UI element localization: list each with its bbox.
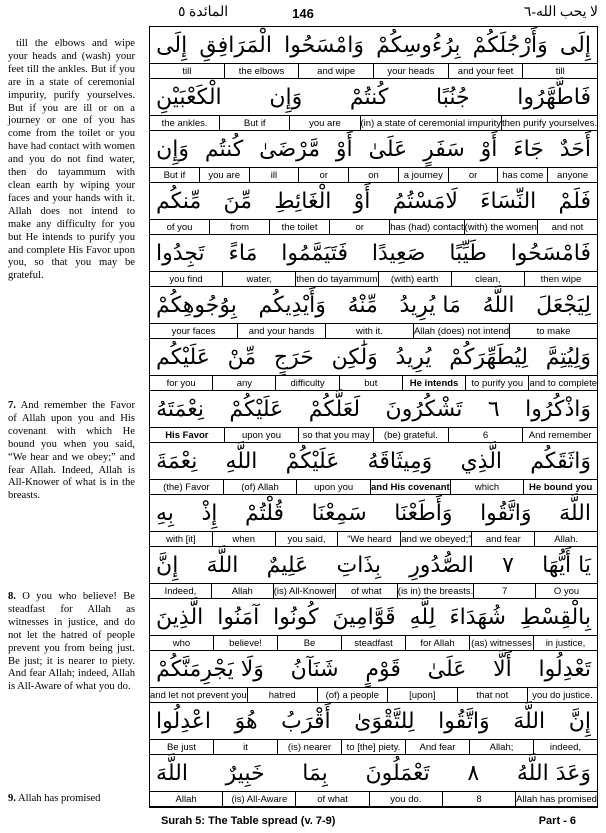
english-word-cell: 7 (474, 584, 536, 598)
commentary-text (8, 400, 135, 503)
commentary-block (8, 793, 135, 806)
verse-row (150, 27, 597, 79)
english-word-cell: you said, (276, 532, 339, 546)
arabic-word: إِذْ (201, 500, 218, 526)
arabic-word: الَّذِي (460, 448, 503, 474)
english-word-cell: But if (150, 168, 200, 182)
surah-name-label: المائدة ٥ (178, 5, 229, 20)
english-word-cell: 6 (449, 428, 524, 442)
arabic-word: الَّذِينَ (156, 604, 204, 630)
arabic-word: تَجِدُوا (156, 240, 205, 266)
arabic-word: إِنَّ (568, 708, 591, 734)
arabic-word: وَاتَّقُوا (480, 500, 532, 526)
english-word-cell: (be) grateful. (374, 428, 449, 442)
arabic-word: أَوْ (353, 188, 371, 214)
english-word-cell: clean, (452, 272, 525, 286)
english-line (150, 791, 597, 807)
arabic-word: بِمَا (302, 760, 328, 786)
arabic-word: بِوُجُوهِكُمْ (156, 292, 237, 318)
english-word-cell: to purify you (466, 376, 529, 390)
english-word-cell: or (330, 220, 390, 234)
verse-number: 8. (8, 591, 16, 602)
arabic-line (150, 547, 597, 583)
english-word-cell: but (340, 376, 403, 390)
arabic-word: الْمَرَافِقِ (199, 32, 272, 58)
commentary-text: till the elbows and wipe your heads and (wash) your feet till the ankles. But if you are in a state of ceremonial impurity, purify yourselves. But if you are ill or on a journey or one of you has come from the toilet or you have had contact with women and you do not find water, then do tayammum with clean earth by wiping your faces and your hands with it. Allah does not intend to make any difficulty for you but He intends to purify you and complete His Favor upon you, so that you may be grateful. (8, 38, 135, 282)
english-line (150, 323, 597, 339)
verse-row (150, 391, 597, 443)
arabic-word: بِالْقِسْطِ (519, 604, 591, 630)
verse-row (150, 599, 597, 651)
arabic-word: اللَّهَ (156, 760, 188, 786)
commentary-block (8, 591, 135, 694)
english-word-cell: (is in) the breasts. (397, 585, 474, 597)
arabic-word: وَاذْكُرُوا (525, 396, 591, 422)
english-word-cell: your heads (374, 64, 449, 78)
english-word-cell: (the) Favor (150, 480, 224, 494)
verse-translation: And remember the Favor of Allah upon you and His covenant with which He bound you when you said, “We hear and we obey;” and fear Allah. Indeed, Allah is All-Knower of what is in the breasts. (8, 400, 135, 502)
english-word-cell: Allah (150, 792, 223, 806)
english-word-cell: upon you (297, 480, 371, 494)
arabic-word: بِذَاتِ (336, 552, 381, 578)
english-word-cell: believe! (214, 636, 278, 650)
english-word-cell: then do tayammum (296, 273, 378, 285)
arabic-line (150, 27, 597, 63)
page-number: 146 (292, 6, 314, 21)
arabic-word: الْكَعْبَيْنِ (156, 84, 222, 110)
english-word-cell: has (had) contact (390, 221, 464, 233)
english-word-cell: and your feet (449, 64, 524, 78)
english-word-cell: Be just (150, 740, 214, 754)
english-word-cell: (is) All-Aware (223, 792, 296, 806)
arabic-word: مَا يُرِيدُ (399, 292, 461, 318)
arabic-word: الصُّدُورِ (409, 552, 474, 578)
arabic-word: تَشْكُرُونَ (385, 396, 463, 422)
arabic-word: الْغَائِطِ (274, 188, 332, 214)
arabic-word: النِّسَاءَ (480, 188, 537, 214)
english-word-cell: (of) a people (318, 688, 388, 702)
arabic-line (150, 131, 597, 167)
part-label: Part - 6 (538, 815, 576, 827)
english-word-cell: [upon] (388, 688, 458, 702)
english-word-cell: steadfast (342, 636, 406, 650)
arabic-word: عَلِيمٌ (266, 552, 309, 578)
verse-number: 9. (8, 793, 16, 804)
arabic-line (150, 755, 597, 791)
english-word-cell: and let not prevent you (150, 689, 247, 701)
arabic-word: فَامْسَحُوا (510, 240, 591, 266)
english-word-cell: difficulty (276, 376, 339, 390)
english-line (150, 635, 597, 651)
arabic-word: وَلَٰكِن (331, 344, 378, 370)
english-word-cell: of you (150, 220, 210, 234)
arabic-line (150, 495, 597, 531)
english-line (150, 531, 597, 547)
verse-row (150, 183, 597, 235)
english-line (150, 219, 597, 235)
english-word-cell: till (150, 64, 225, 78)
arabic-word: عَلَىٰ (427, 656, 467, 682)
arabic-word: عَلَيْكُمْ (285, 448, 340, 474)
arabic-word: صَعِيدًا (371, 240, 426, 266)
arabic-word: نِعْمَتَهُ (156, 396, 204, 422)
arabic-word: أَحَدٌ (559, 136, 591, 162)
arabic-word: لِيَجْعَلَ (536, 292, 591, 318)
arabic-word: إِلَى (156, 32, 188, 58)
english-word-cell: But if (220, 116, 290, 130)
arabic-line (150, 599, 597, 635)
arabic-word: وَعَدَ اللَّهُ (516, 760, 591, 786)
english-word-cell: (with) the women (464, 221, 537, 233)
arabic-word: لِلتَّقْوَىٰ (354, 708, 415, 734)
english-line (150, 115, 597, 131)
arabic-word: شَنَآنُ (290, 656, 339, 682)
arabic-line (150, 443, 597, 479)
arabic-word: يُرِيدُ (395, 344, 432, 370)
arabic-word: بِهِ (156, 500, 174, 526)
english-word-cell: that not (458, 688, 528, 702)
english-word-cell: (as) witnesses (470, 636, 534, 650)
english-word-cell: Allah has promised (516, 793, 597, 805)
english-word-cell: and your hands (238, 324, 326, 338)
english-line (150, 479, 597, 495)
arabic-word: عَلَىٰ (368, 136, 408, 162)
verse-translation: O you who believe! Be steadfast for Allah as witnesses in justice, and do not let the hatred of people prevent you from being just. Be just; it is nearer to piety. And fear Allah; indeed, Allah is All-Aware of what you do. (8, 591, 135, 693)
english-word-cell: till (555, 65, 565, 77)
arabic-line (150, 339, 597, 375)
page-header (0, 0, 606, 26)
arabic-word: أَوْ (480, 136, 498, 162)
arabic-word: تَعْدِلُوا (538, 656, 591, 682)
english-line (150, 167, 597, 183)
arabic-line (150, 391, 597, 427)
arabic-word: إِلَى (559, 32, 591, 58)
arabic-word: شُهَدَاءَ (449, 604, 506, 630)
arabic-word: أَقْرَبُ (281, 708, 331, 734)
arabic-word: خَبِيرٌ (225, 760, 265, 786)
arabic-word: لِيُطَهِّرَكُمْ (449, 344, 529, 370)
arabic-word: لَامَسْتُمُ (392, 188, 458, 214)
english-word-cell: He intends (403, 376, 466, 390)
arabic-word: أَوْ (335, 136, 353, 162)
english-word-cell: who (150, 636, 214, 650)
english-word-cell: to [the] piety. (342, 740, 406, 754)
english-word-cell: then purify yourselves. (501, 117, 598, 129)
english-word-cell: (with) earth (379, 272, 452, 286)
arabic-word: اللَّهِ (225, 448, 258, 474)
english-word-cell: with it. (326, 324, 414, 338)
arabic-word: وَمِيثَاقَهُ (367, 448, 433, 474)
english-word-cell: to make (536, 325, 571, 337)
english-word-cell: ill (250, 168, 300, 182)
arabic-word: وَأَرْجُلَكُمْ (472, 32, 548, 58)
english-word-cell: your faces (150, 324, 238, 338)
verse-row (150, 495, 597, 547)
english-word-cell: of what (336, 584, 398, 598)
english-word-cell: Indeed, (150, 584, 212, 598)
arabic-word: أَلَّا (493, 656, 512, 682)
english-line (150, 739, 597, 755)
english-word-cell: And fear (406, 740, 470, 754)
english-word-cell: so that you may (299, 428, 374, 442)
english-word-cell: for you (150, 376, 213, 390)
verse-translation: Allah has promised (18, 793, 101, 804)
page-footer (0, 812, 606, 833)
arabic-word: اللَّهَ (206, 552, 239, 578)
english-word-cell: Be (278, 636, 342, 650)
arabic-word: فَتَيَمَّمُوا (281, 240, 348, 266)
arabic-word: نِعْمَةَ (156, 448, 198, 474)
english-word-cell: in justice, (545, 637, 586, 649)
arabic-word: مِّنَ (223, 188, 253, 214)
english-line (150, 427, 597, 443)
english-word-cell: the toilet (270, 220, 330, 234)
arabic-word: مِّنْ (227, 344, 257, 370)
verse-row (150, 547, 597, 599)
english-line (150, 63, 597, 79)
arabic-word: وَأَطَعْنَا (394, 500, 453, 526)
arabic-word: مَاءً (228, 240, 258, 266)
verse-row (150, 651, 597, 703)
commentary-block (8, 400, 135, 503)
english-word-cell: indeed, (549, 741, 582, 753)
arabic-line (150, 79, 597, 115)
arabic-line (150, 651, 597, 687)
english-word-cell: any (213, 376, 276, 390)
english-word-cell: when (213, 532, 276, 546)
english-word-cell: which (451, 480, 525, 494)
arabic-word: تَعْمَلُونَ (365, 760, 430, 786)
arabic-word: مَّرْضَىٰ (259, 136, 321, 162)
english-word-cell: (of) Allah (224, 480, 298, 494)
arabic-word: إِنَّ (156, 552, 179, 578)
english-word-cell: with [it] (150, 532, 213, 546)
surah-title: Surah 5: The Table spread (v. 7-9) (161, 815, 336, 827)
arabic-word: سَفَرٍ (423, 136, 465, 162)
verse-row (150, 235, 597, 287)
english-line (150, 375, 597, 391)
verse-row (150, 131, 597, 183)
english-word-cell: (is) All-Knower (273, 585, 335, 597)
english-word-cell: (is) nearer (278, 740, 342, 754)
english-word-cell: for Allah (406, 636, 470, 650)
arabic-word: اللَّهُ (482, 292, 515, 318)
arabic-word: طَيِّبًا (449, 240, 487, 266)
english-word-cell: And remember (528, 429, 592, 441)
arabic-line (150, 235, 597, 271)
english-word-cell: 8 (443, 792, 516, 806)
arabic-word: وَاتَّقُوا (438, 708, 490, 734)
english-word-cell: and wipe (299, 64, 374, 78)
english-word-cell: of what (296, 792, 369, 806)
arabic-word: آمَنُوا (217, 604, 260, 630)
english-word-cell: on (349, 168, 399, 182)
arabic-word: فَاطَّهَّرُوا (517, 84, 591, 110)
arabic-word: لِلَّهِ (409, 604, 436, 630)
commentary-text (8, 793, 135, 806)
arabic-word: اللَّهَ (513, 708, 546, 734)
english-word-cell: a journey (399, 168, 449, 182)
arabic-line (150, 703, 597, 739)
arabic-word: كُنتُمْ (349, 84, 389, 110)
english-word-cell: His Favor (150, 428, 225, 442)
arabic-word: وَأَيْدِيكُم (258, 292, 326, 318)
arabic-word: مِّنْهُ (347, 292, 378, 318)
english-word-cell: the ankles. (150, 116, 220, 130)
english-word-cell: and fear (472, 532, 535, 546)
english-line (150, 271, 597, 287)
english-word-cell: O you (553, 585, 580, 597)
english-word-cell: then wipe (540, 273, 582, 285)
arabic-word: قَوْمٍ (365, 656, 401, 682)
arabic-word: سَمِعْنَا (311, 500, 367, 526)
arabic-word: كُنتُم (204, 136, 244, 162)
english-line (150, 583, 597, 599)
verse-row (150, 79, 597, 131)
word-by-word-grid (149, 26, 598, 808)
arabic-word: اللَّهَ (559, 500, 591, 526)
english-word-cell: from (210, 220, 270, 234)
english-word-cell: and not (551, 221, 584, 233)
english-word-cell: “We heard (338, 532, 401, 546)
arabic-word: حَرَجٍ (273, 344, 314, 370)
arabic-word: هُوَ (234, 708, 258, 734)
english-word-cell: He bound you (529, 481, 593, 493)
arabic-word: ٧ (502, 552, 514, 578)
english-word-cell: (in) a state of ceremonial impurity (360, 117, 501, 129)
arabic-word: كُونُوا (273, 604, 319, 630)
english-word-cell: it (214, 740, 278, 754)
english-word-cell: you find (150, 272, 223, 286)
verse-row (150, 287, 597, 339)
english-word-cell: and to complete (529, 377, 598, 389)
english-word-cell: hatred (248, 688, 318, 702)
english-word-cell: you are (290, 116, 360, 130)
arabic-word: ٨ (467, 760, 480, 786)
arabic-word: يَا أَيُّهَا (542, 552, 591, 578)
english-word-cell: anyone (557, 169, 589, 181)
english-word-cell: or (299, 168, 349, 182)
arabic-word: وَلَا يَجْرِمَنَّكُمْ (156, 656, 264, 682)
juz-name-label: لا يحب الله-٦ (523, 5, 598, 20)
english-word-cell: upon you (225, 428, 300, 442)
arabic-word: اعْدِلُوا (156, 708, 211, 734)
english-word-cell: you do justice. (532, 689, 593, 701)
arabic-word: فَلَمْ (558, 188, 591, 214)
arabic-word: ٦ (487, 396, 500, 422)
commentary-text (8, 591, 135, 694)
english-word-cell: you are (200, 168, 250, 182)
arabic-word: وَلِيُتِمَّ (545, 344, 591, 370)
verse-row (150, 703, 597, 755)
verse-number: 7. (8, 400, 16, 411)
arabic-word: وَامْسَحُوا (284, 32, 364, 58)
english-word-cell: Allah (does) not intend (413, 325, 510, 337)
commentary-block (8, 38, 135, 283)
arabic-word: قَوَّامِينَ (332, 604, 396, 630)
english-word-cell: or (449, 168, 499, 182)
english-word-cell: the elbows (225, 64, 300, 78)
arabic-line (150, 183, 597, 219)
english-word-cell: and we obeyed;” (401, 533, 472, 545)
arabic-word: جُنُبًا (435, 84, 470, 110)
english-word-cell: Allah. (554, 533, 579, 545)
arabic-word: لَعَلَّكُمْ (308, 396, 361, 422)
english-word-cell: water, (223, 272, 296, 286)
verse-row (150, 339, 597, 391)
arabic-word: جَاءَ (513, 136, 544, 162)
english-word-cell: and His covenant (371, 481, 450, 493)
arabic-word: مِّنكُم (156, 188, 202, 214)
arabic-word: عَلَيْكُمْ (229, 396, 284, 422)
english-word-cell: has come (498, 168, 548, 182)
arabic-word: وَإِن (156, 136, 190, 162)
arabic-word: قُلْتُمْ (244, 500, 285, 526)
verse-row (150, 755, 597, 807)
arabic-word: وَإِن (269, 84, 303, 110)
arabic-word: بِرُءُوسِكُمْ (376, 32, 461, 58)
english-word-cell: Allah; (470, 740, 534, 754)
english-word-cell: you do. (370, 792, 443, 806)
arabic-word: وَاثَقَكُم (530, 448, 591, 474)
arabic-line (150, 287, 597, 323)
english-line (150, 687, 597, 703)
arabic-word: عَلَيْكُم (156, 344, 210, 370)
english-word-cell: Allah (212, 584, 274, 598)
verse-row (150, 443, 597, 495)
